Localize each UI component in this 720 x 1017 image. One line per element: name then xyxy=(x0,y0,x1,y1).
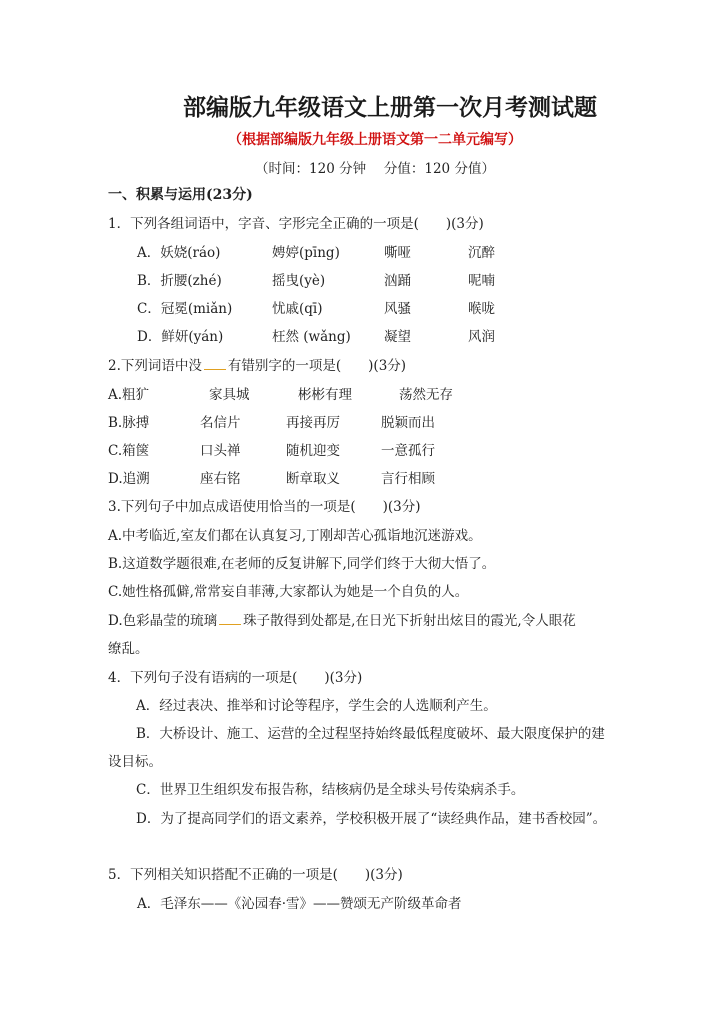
question-3-option-c: C.她性格孤僻,常常妄自菲薄,大家都认为她是一个自负的人。 xyxy=(108,584,469,600)
question-3-option-d-continued: 缭乱。 xyxy=(108,641,149,657)
option-cell: 脱颖而出 xyxy=(381,415,435,431)
option-cell: 汹踊 xyxy=(384,273,411,289)
option-cell: 一意孤行 xyxy=(381,443,435,459)
option-cell: B.脉搏 xyxy=(108,415,150,431)
document-title: 部编版九年级语文上册第一次月考测试题 xyxy=(183,94,597,121)
question-4-option-b: B．大桥设计、施工、运营的全过程坚持始终最低程度破坏、最大限度保护的建设目标。 xyxy=(108,726,605,770)
option-cell: 呢喃 xyxy=(468,273,495,289)
option-cell: 忧戚(qī) xyxy=(272,301,323,317)
time-score-info: （时间：120 分钟 分值：120 分值） xyxy=(255,161,495,177)
option-cell: D．鲜妍(yán) xyxy=(137,329,224,345)
answer-blank-mark xyxy=(219,612,241,625)
question-5-stem: 5．下列相关知识搭配不正确的一项是( )(3分) xyxy=(108,867,403,883)
question-3-option-d-part: 珠子散得到处都是,在日光下折射出炫目的霞光,令人眼花 xyxy=(243,613,576,629)
option-cell: 风骚 xyxy=(384,301,411,317)
option-cell: A．妖娆(ráo) xyxy=(137,245,221,261)
question-4-option-c: C．世界卫生组织发布报告称，结核病仍是全球头号传染病杀手。 xyxy=(136,782,525,798)
option-cell: 随机迎变 xyxy=(286,443,340,459)
option-cell: 摇曳(yè) xyxy=(272,273,326,289)
option-cell: B．折腰(zhé) xyxy=(137,273,222,289)
option-cell: 枉然 (wǎng) xyxy=(272,329,351,345)
question-2-stem xyxy=(108,357,406,375)
answer-blank-mark xyxy=(204,357,226,370)
option-cell: 喉咙 xyxy=(468,301,495,317)
option-cell: 言行相顾 xyxy=(381,471,435,487)
option-cell: A.粗犷 xyxy=(108,387,150,403)
option-cell: 沉醉 xyxy=(468,245,495,261)
option-cell: D.追溯 xyxy=(108,471,150,487)
option-cell: 再接再厉 xyxy=(286,415,340,431)
question-3-option-b: B.这道数学题很难,在老师的反复讲解下,同学们终于大彻大悟了。 xyxy=(108,556,496,572)
option-cell: 口头禅 xyxy=(200,443,241,459)
option-cell: 凝望 xyxy=(384,329,411,345)
question-4-option-a: A．经过表决、推举和讨论等程序，学生会的人选顺利产生。 xyxy=(136,698,497,714)
question-4-stem: 4．下列句子没有语病的一项是( )(3分) xyxy=(108,670,363,686)
option-cell: 家具城 xyxy=(209,387,250,403)
option-cell: C．冠冕(miǎn) xyxy=(137,301,233,317)
option-cell: 风润 xyxy=(468,329,495,345)
question-3-option-d-part: D.色彩晶莹的琉璃 xyxy=(108,613,218,629)
question-4-option-d: D．为了提高同学们的语文素养，学校积极开展了“读经典作品，建书香校园”。 xyxy=(136,811,607,827)
option-cell: C.箱箧 xyxy=(108,443,150,459)
option-cell: 名信片 xyxy=(200,415,241,431)
question-5-option-a: A．毛泽东——《沁园春·雪》——赞颂无产阶级革命者 xyxy=(137,896,462,912)
option-cell: 座右铭 xyxy=(200,471,241,487)
question-1-stem: 1．下列各组词语中，字音、字形完全正确的一项是( )(3分) xyxy=(108,216,484,232)
option-cell: 断章取义 xyxy=(286,471,340,487)
question-2-stem-part: 有错别字的一项是( )(3分) xyxy=(227,358,407,374)
option-cell: 娉婷(pīng) xyxy=(272,245,340,261)
section-heading: 一、积累与运用(23分) xyxy=(108,187,253,203)
question-3-option-d xyxy=(108,612,576,630)
question-3-stem: 3.下列句子中加点成语使用恰当的一项是( )(3分) xyxy=(108,499,421,515)
document-subtitle: （根据部编版九年级上册语文第一二单元编写） xyxy=(228,132,522,148)
option-cell: 嘶哑 xyxy=(384,245,411,261)
question-2-stem-part: 2.下列词语中没 xyxy=(108,358,202,374)
question-3-option-a: A.中考临近,室友们都在认真复习,丁刚却苦心孤诣地沉迷游戏。 xyxy=(108,528,482,544)
option-cell: 彬彬有理 xyxy=(298,387,352,403)
option-cell: 荡然无存 xyxy=(399,387,453,403)
